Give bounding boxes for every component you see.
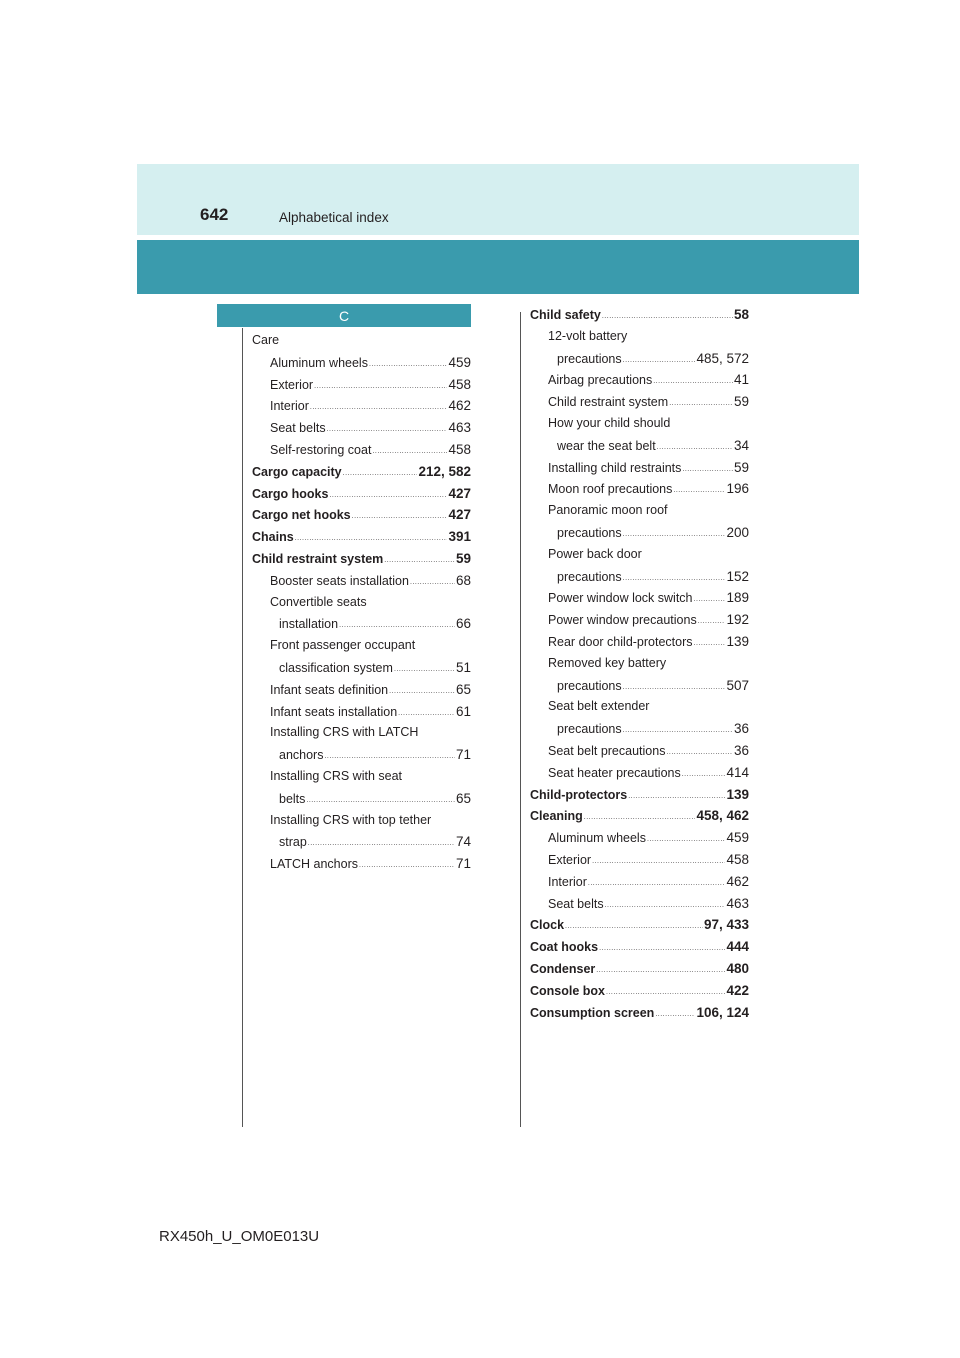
index-entry [530,304,749,326]
index-entry [252,461,471,483]
index-entry [530,805,749,827]
index-entry-page: 65 [455,790,471,806]
index-entry-label: Moon roof precautions [548,482,673,497]
index-entry-page: 458, 462 [696,808,749,824]
leader-dots [339,615,455,635]
left-column-rule [242,328,243,1127]
leader-dots [682,459,733,479]
index-entry-label: Installing child restraints [548,460,682,475]
leader-dots [329,485,447,505]
index-entry-label: Removed key battery [548,655,667,670]
index-entry [252,744,471,766]
index-entry-label: Child-protectors [530,787,628,802]
index-entry-page: 74 [455,834,471,850]
index-entry-label: precautions [557,722,622,737]
leader-dots [343,463,418,483]
index-entry-label: Self-restoring coat [270,442,372,457]
index-entry-page: 36 [733,742,749,758]
leader-dots [584,807,696,827]
leader-dots [673,480,725,500]
index-entry [252,352,471,374]
index-entry [252,417,471,439]
index-entry-label: Seat belt precautions [548,743,666,758]
leader-dots [666,742,733,762]
leader-dots [324,746,454,766]
index-entry-label: Child restraint system [548,395,669,410]
leader-dots [398,703,455,723]
index-entry-page: 71 [455,747,471,763]
index-entry-label: Infant seats installation [270,704,398,719]
leader-dots [623,720,733,740]
index-entry-page: 463 [448,420,471,436]
index-entry-page: 462 [726,873,749,889]
index-entry-label: Seat belts [548,896,604,911]
index-entry [252,374,471,396]
index-entry-page: 106, 124 [696,1004,749,1020]
index-entry-page: 58 [733,307,749,322]
index-entry-label: precautions [557,351,622,366]
leader-dots [669,393,733,413]
index-entry-page: 97, 433 [703,917,749,933]
index-entry [530,871,749,893]
index-entry-label: Interior [270,399,309,414]
index-entry-label: classification system [279,660,393,675]
index-entry-label: Installing CRS with top tether [270,812,432,827]
index-entry-label: 12-volt battery [548,328,628,343]
index-entry [530,653,749,675]
header-band [137,240,859,294]
leader-dots [623,568,726,588]
index-entry-page: 41 [733,372,749,388]
index-entry-label: Coat hooks [530,940,599,955]
index-entry [530,609,749,631]
index-entry-label: Care [252,333,280,347]
index-entry [530,348,749,370]
index-entry-label: precautions [557,525,622,540]
index-entry-page: 68 [455,572,471,588]
index-entry [530,457,749,479]
index-entry [252,613,471,635]
index-entry [530,784,749,806]
index-entry-label: Console box [530,983,606,998]
index-entry-label: Cleaning [530,809,583,824]
index-entry-label: Installing CRS with LATCH [270,725,419,740]
index-entry [530,936,749,958]
leader-dots [306,790,455,810]
leader-dots [682,764,726,784]
page-number: 642 [200,205,229,224]
index-entry-page: 34 [733,437,749,453]
letter-heading: C [217,304,471,327]
index-entry [530,696,749,718]
leader-dots [698,611,726,631]
index-entry-label: Child safety [530,308,601,322]
index-entry [530,566,749,588]
index-entry [530,1002,749,1024]
index-entry-label: Clock [530,918,565,933]
index-entry-page: 65 [455,681,471,697]
index-entry [252,395,471,417]
index-entry [530,914,749,936]
index-entry-label: Condenser [530,961,596,976]
index-entry-label: precautions [557,569,622,584]
index-entry [252,679,471,701]
index-entry [252,853,471,875]
index-entry [530,478,749,500]
index-entry [530,958,749,980]
index-entry-label: Power window precautions [548,613,697,628]
index-entry [530,391,749,413]
index-entry-page: 463 [726,895,749,911]
index-entry-page: 66 [455,616,471,632]
index-entry-page: 391 [448,529,471,545]
index-entry-page: 458 [448,376,471,392]
document-code: RX450h_U_OM0E013U [159,1228,320,1245]
index-entry-page: 212, 582 [418,463,471,479]
index-entry [252,526,471,548]
index-entry-label: strap [279,835,307,850]
index-entry-label: Cargo capacity [252,464,342,479]
index-entry [252,592,471,614]
leader-dots [655,1004,695,1024]
leader-dots [394,659,455,679]
index-entry [530,893,749,915]
index-entry-label: Booster seats installation [270,573,409,588]
index-entry-label: Exterior [270,377,314,392]
right-index-column [530,304,749,1023]
index-entry-label: Panoramic moon roof [548,503,668,518]
index-entry [530,435,749,457]
index-entry [252,439,471,461]
leader-dots [623,350,696,370]
index-entry [252,722,471,744]
header-strip [137,164,859,235]
index-entry-page: 462 [448,398,471,414]
index-entry-page: 507 [726,677,749,693]
index-entry-label: Rear door child-protectors [548,634,693,649]
right-column-rule [520,312,521,1127]
index-entry-page: 459 [726,830,749,846]
leader-dots [352,506,448,526]
index-entry-page: 480 [726,960,749,976]
index-entry-page: 458 [448,441,471,457]
leader-dots [628,786,725,806]
index-entry [530,369,749,391]
index-entry [252,570,471,592]
leader-dots [623,524,726,544]
index-entry-label: Cargo net hooks [252,508,351,523]
index-entry-label: Installing CRS with seat [270,768,403,783]
index-entry-label: anchors [279,748,324,763]
leader-dots [372,441,447,461]
index-entry-label: Exterior [548,852,592,867]
left-index-column [252,330,471,875]
index-entry-label: LATCH anchors [270,857,358,872]
leader-dots [592,851,725,871]
index-entry-label: Aluminum wheels [548,831,646,846]
leader-dots [647,829,726,849]
index-entry-label: Front passenger occupant [270,638,416,653]
index-entry-page: 427 [448,485,471,501]
index-entry-label: Airbag precautions [548,373,653,388]
index-entry-label: Aluminum wheels [270,355,368,370]
leader-dots [653,371,733,391]
index-entry-page: 196 [726,481,749,497]
index-entry [530,827,749,849]
index-entry [252,548,471,570]
index-entry-page: 51 [455,659,471,675]
index-entry-page: 459 [448,354,471,370]
index-entry [530,500,749,522]
index-entry [252,330,471,352]
index-entry [530,718,749,740]
leader-dots [384,550,455,570]
index-entry-page: 444 [726,939,749,955]
index-entry [252,657,471,679]
leader-dots [359,855,455,875]
index-entry-label: belts [279,791,306,806]
index-entry-page: 200 [726,524,749,540]
index-entry [530,740,749,762]
index-entry-page: 139 [726,786,749,802]
leader-dots [606,982,725,1002]
index-entry-label: Cargo hooks [252,486,329,501]
index-entry [252,483,471,505]
leader-dots [623,677,726,697]
index-entry-page: 422 [726,982,749,998]
index-entry [252,788,471,810]
index-entry-page: 192 [726,612,749,628]
leader-dots [602,306,733,326]
leader-dots [588,873,726,893]
leader-dots [694,633,726,653]
index-entry-page: 61 [455,703,471,719]
leader-dots [308,833,455,853]
index-entry-page: 71 [455,856,471,872]
index-entry-page: 427 [448,507,471,523]
index-entry [530,675,749,697]
index-entry-page: 59 [733,394,749,410]
index-entry-label: How your child should [548,415,671,430]
leader-dots [295,528,448,548]
index-entry [530,587,749,609]
leader-dots [596,960,725,980]
leader-dots [605,895,726,915]
index-entry [530,631,749,653]
index-entry [530,849,749,871]
index-entry [530,544,749,566]
index-entry [252,635,471,657]
leader-dots [327,419,448,439]
index-entry-label: Interior [548,874,587,889]
index-entry [530,522,749,544]
index-entry-label: Convertible seats [270,594,367,609]
index-entry-label: Consumption screen [530,1005,655,1020]
leader-dots [314,376,447,396]
index-entry-label: Seat heater precautions [548,765,681,780]
leader-dots [694,589,726,609]
index-entry-page: 139 [726,633,749,649]
index-entry-label: Child restraint system [252,551,384,566]
leader-dots [410,572,455,592]
index-entry [530,762,749,784]
leader-dots [310,397,448,417]
index-entry-page: 458 [726,851,749,867]
leader-dots [369,354,448,374]
index-entry-label: Infant seats definition [270,682,389,697]
index-entry-label: Power window lock switch [548,591,693,606]
index-entry-page: 152 [726,568,749,584]
index-entry-label: Chains [252,530,294,545]
index-entry-label: Seat belts [270,421,326,436]
index-entry [252,504,471,526]
index-entry-label: installation [279,617,339,632]
index-entry-page: 59 [455,550,471,566]
leader-dots [389,681,455,701]
index-entry-page: 59 [733,459,749,475]
index-entry-label: Power back door [548,546,642,561]
index-entry-label: wear the seat belt [557,438,656,453]
index-entry-page: 189 [726,590,749,606]
index-entry [530,326,749,348]
index-entry-label: precautions [557,678,622,693]
index-entry [530,980,749,1002]
index-entry [252,810,471,832]
section-title: Alphabetical index [279,210,389,225]
leader-dots [599,938,725,958]
index-entry-page: 414 [726,764,749,780]
index-entry-page: 485, 572 [696,350,749,366]
index-entry-page: 36 [733,721,749,737]
index-entry [530,413,749,435]
index-entry [252,766,471,788]
index-entry [252,831,471,853]
leader-dots [657,437,733,457]
leader-dots [565,916,703,936]
index-entry [252,701,471,723]
index-entry-label: Seat belt extender [548,699,650,714]
